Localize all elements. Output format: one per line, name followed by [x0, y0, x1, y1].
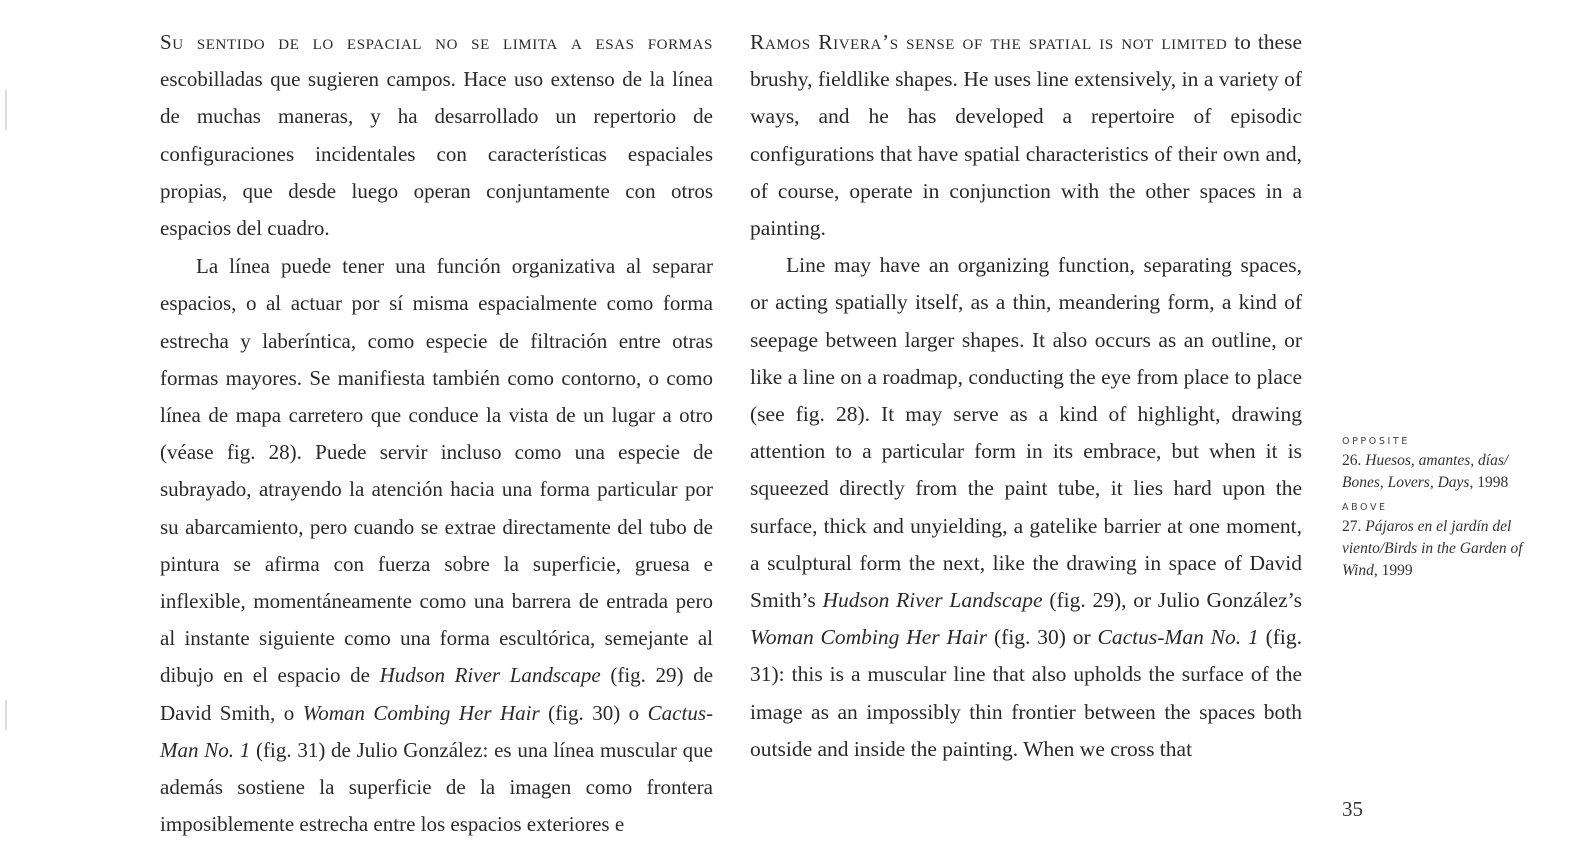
- spanish-paragraph-1: [160, 24, 713, 247]
- caption-opposite: [1342, 436, 1552, 494]
- spanish-paragraph-2-text-d: (fig. 31) de Julio González: es una línea muscular que además sostiene la superficie de la imagen como frontera imposiblemente estrecha entre los espacios exteriores e: [160, 737, 714, 837]
- caption-year: , 1999: [1373, 562, 1413, 579]
- artwork-title-hudson-river: Hudson River Landscape: [822, 588, 1043, 613]
- caption-number: 27.: [1342, 518, 1362, 535]
- english-lead-in: Ramos Rivera’s sense of the spatial is not limited: [750, 30, 1228, 54]
- page-edge-mark: [5, 700, 7, 730]
- spanish-lead-in: Su sentido de lo espacial no se limita a esas formas: [160, 30, 713, 54]
- caption-title: Huesos, amantes, días/ Bones, Lovers, Days: [1342, 452, 1509, 491]
- page-number: 35: [1342, 797, 1363, 821]
- spanish-paragraph-2-text-b: (fig. 29) de David Smith, o: [160, 663, 714, 725]
- english-paragraph-2-text-a: Line may have an organizing function, separating spaces, or acting spatially itself, as a thin, meandering form, a kind of seepage between larger shapes. It also occurs as an outline, or like a line on a roadmap, conducting the eye from place to place (see fig. 28). It may serve as a kind of highlight, drawing attention to a particular form in its embrace, but when it is squeezed directly from the paint tube, it lies hard upon the surface, thick and unyielding, a gatelike barrier at one moment, a sculptural form the next, like the drawing in space of David Smith’s: [750, 253, 1302, 613]
- spanish-paragraph-2-text-c: (fig. 30) o: [539, 700, 648, 725]
- page-edge-mark: [5, 90, 7, 130]
- english-column: [750, 24, 1302, 768]
- english-paragraph-2: [750, 247, 1302, 768]
- english-paragraph-2-text-d: (fig. 31): this is a muscular line that also upholds the surface of the image as an impossibly thin frontier between the spaces both outside and inside the painting. When we cross that: [750, 625, 1302, 761]
- artwork-title-hudson-river: Hudson River Landscape: [379, 663, 601, 688]
- spanish-column: [160, 24, 713, 843]
- caption-number: 26.: [1342, 452, 1362, 469]
- caption-title: Pájaros en el jardín del viento/Birds in the Garden of Wind: [1342, 518, 1523, 579]
- english-paragraph-1: [750, 24, 1302, 247]
- english-paragraph-2-text-c: (fig. 30) or: [987, 625, 1098, 650]
- caption-label: OPPOSITE: [1342, 436, 1410, 447]
- figure-captions: [1342, 436, 1552, 590]
- caption-label: ABOVE: [1342, 502, 1388, 513]
- artwork-title-woman-combing: Woman Combing Her Hair: [750, 625, 988, 650]
- english-paragraph-1-text: to these brushy, fieldlike shapes. He uses line extensively, in a variety of ways, and he has developed a repertoire of episodic configurations that have spatial characteristics of their own and, of course, operate in conjunction with the other spaces in a painting.: [750, 30, 1302, 241]
- caption-text: [1342, 516, 1552, 582]
- artwork-title-cactus-man: Cactus-Man No. 1: [1097, 625, 1259, 650]
- artwork-title-woman-combing: Woman Combing Her Hair: [302, 700, 540, 725]
- spanish-paragraph-2: [160, 248, 713, 843]
- artwork-title-cactus-man: Cactus-Man No. 1: [160, 700, 713, 762]
- english-paragraph-2-text-b: (fig. 29), or Julio González’s: [1042, 588, 1302, 613]
- caption-above: [1342, 502, 1552, 582]
- spanish-paragraph-2-text-a: La línea puede tener una función organizativa al separar espacios, o al actuar por sí misma espacialmente como forma estrecha y laberíntica, como especie de filtración entre otras formas mayores. Se manifiesta también como contorno, o como línea de mapa carretero que conduce la vista de un lugar a otro (véase fig. 28). Puede servir incluso como una especie de subrayado, atrayendo la atención hacia una forma particular por su abarcamiento, pero cuando se extrae directamente del tubo de pintura se afirma con fuerza sobre la superficie, gruesa e inflexible, momentáneamente como una barrera de entrada pero al instante siguiente como una forma escultórica, semejante al dibujo en el espacio de: [160, 254, 713, 688]
- caption-text: [1342, 450, 1552, 494]
- spanish-paragraph-1-text: escobilladas que sugieren campos. Hace uso extenso de la línea de muchas maneras, y ha desarrollado un repertorio de configuraciones incidentales con características espaciales propias, que desde luego operan conjuntamente con otros espacios del cuadro.: [160, 67, 713, 241]
- caption-year: , 1998: [1469, 474, 1509, 491]
